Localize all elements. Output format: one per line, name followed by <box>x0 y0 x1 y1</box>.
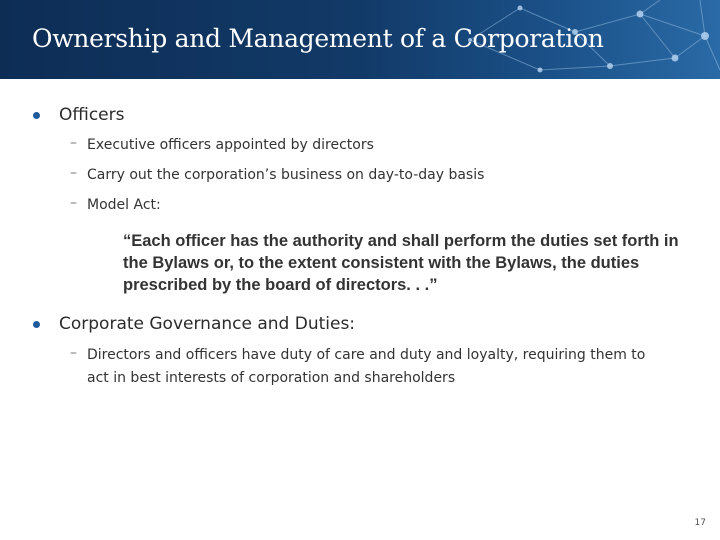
dash-marker: – <box>70 165 77 181</box>
page-number: 17 <box>694 518 706 528</box>
subitem-text: Directors and officers have duty of care and duty and loyalty, requiring them to act in best interests of corporation and shareholders <box>87 347 646 386</box>
bullet-marker <box>33 321 40 328</box>
dash-marker: – <box>70 135 77 151</box>
bullet-label: Officers <box>59 105 125 125</box>
bullet-corporate-governance <box>33 313 355 335</box>
subitem-text: Carry out the corporation’s business on day-to-day basis <box>87 167 485 183</box>
subitem-carry-out <box>70 164 484 187</box>
subitem-text: Model Act: <box>87 197 161 213</box>
slide-title: Ownership and Management of a Corporation <box>32 24 604 53</box>
dash-marker: – <box>70 195 77 211</box>
subitem-duties <box>70 344 670 390</box>
dash-marker: – <box>70 345 77 361</box>
bullet-label: Corporate Governance and Duties: <box>59 314 356 334</box>
subitem-model-act <box>70 194 161 217</box>
bullet-marker <box>33 112 40 119</box>
subitem-executive-officers <box>70 134 374 157</box>
model-act-quote: “Each officer has the authority and shall perform the duties set forth in the Bylaws or, to the extent consistent with the Bylaws, the duties prescribed by the board of directors. . .” <box>123 232 679 294</box>
subitem-text: Executive officers appointed by directors <box>87 137 374 153</box>
bullet-officers <box>33 104 124 126</box>
